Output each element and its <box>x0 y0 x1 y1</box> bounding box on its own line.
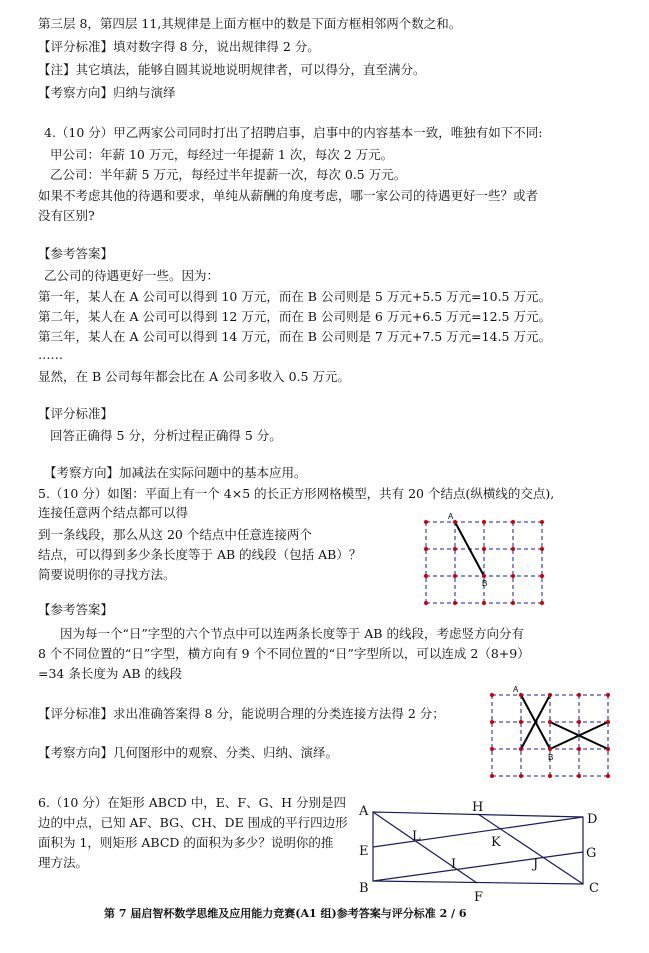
q5-grid-label-b: B <box>482 579 488 588</box>
q4-title: 4.（10 分）甲乙两家公司同时打出了招聘启事，启事中的内容基本一致，唯独有如下不同: <box>44 125 543 140</box>
q6-label-e: E <box>359 844 369 859</box>
q5-answer-title: 【参考答案】 <box>38 602 114 617</box>
q6-label-g: G <box>586 846 597 861</box>
q5-standard: 【评分标准】求出准确答案得 8 分，能说明合理的分类连接方法得 2 分； <box>38 706 445 721</box>
q6-label-d: D <box>587 812 598 827</box>
q6-label-l: L <box>412 829 421 844</box>
q5-answer-1: 因为每一个“日”字型的六个节点中可以连两条长度等于 AB 的线段，考虑竖方向分有 <box>60 626 524 641</box>
q4-company-b: 乙公司：半年薪 5 万元，每经过半年提薪一次，每次 0.5 万元。 <box>50 167 407 182</box>
q4-ellipsis: …… <box>38 347 63 362</box>
q4-standard: 回答正确得 5 分，分析过程正确得 5 分。 <box>50 428 282 443</box>
q5-grid-label-a: A <box>448 512 454 521</box>
q5-direction: 【考察方向】几何图形中的观察、分类、归纳、演绎。 <box>38 745 339 760</box>
q6-line-2: 边的中点，已知 AF、BG、CH、DE 围成的平行四边形 <box>38 815 348 830</box>
q5-grid-figure <box>418 510 550 610</box>
q6-label-h: H <box>472 800 484 815</box>
q6-label-k: K <box>491 835 501 850</box>
page-footer: 第 7 届启智杯数学思维及应用能力竞赛(A1 组)参考答案与评分标准 2 / 6 <box>104 907 467 920</box>
q5-grid-figure-2 <box>484 683 616 783</box>
intro-line-1: 第三层 8，第四层 11,其规律是上面方框中的数是下面方框相邻两个数之和。 <box>38 16 462 31</box>
q6-line-3: 面积为 1，则矩形 ABCD 的面积为多少？说明你的推 <box>38 835 334 850</box>
q4-direction: 【考察方向】加减法在实际问题中的基本应用。 <box>44 465 307 480</box>
q4-year-3: 第三年，某人在 A 公司可以得到 14 万元，而在 B 公司则是 7 万元+7.5 万元=14.5 万元。 <box>38 329 551 344</box>
q6-label-b: B <box>359 881 369 896</box>
q5-grid2-label-a: A <box>513 685 519 694</box>
q6-line-1: 6.（10 分）在矩形 ABCD 中，E、F、G、H 分别是四 <box>38 795 346 810</box>
q6-label-f: F <box>474 890 484 904</box>
q4-company-a: 甲公司：年薪 10 万元，每经过一年提薪 1 次，每次 2 万元。 <box>50 147 394 162</box>
q5-answer-3: =34 条长度为 AB 的线段 <box>38 666 183 681</box>
intro-line-4: 【考察方向】归纳与演绎 <box>38 85 176 100</box>
q4-question-2: 没有区别? <box>38 208 95 223</box>
intro-line-3: 【注】其它填法，能够自圆其说地说明规律者，可以得分，直至满分。 <box>38 62 426 77</box>
q6-label-a: A <box>359 804 369 819</box>
intro-line-2: 【评分标准】填对数字得 8 分，说出规律得 2 分。 <box>38 39 320 54</box>
q6-rectangle-figure <box>350 796 610 904</box>
q4-year-1: 第一年，某人在 A 公司可以得到 10 万元，而在 B 公司则是 5 万元+5.5 万元=10.5 万元。 <box>38 289 551 304</box>
q5-title: 5.（10 分）如图：平面上有一个 4×5 的长正方形网格模型，共有 20 个结点(纵横线的交点), <box>38 486 555 501</box>
q4-year-2: 第二年，某人在 A 公司可以得到 12 万元，而在 B 公司则是 6 万元+6.5 万元=12.5 万元。 <box>38 309 551 324</box>
q6-label-j: J <box>533 857 539 872</box>
q5-line-4: 结点，可以得到多少条长度等于 AB 的线段（包括 AB）？ <box>38 547 362 562</box>
q5-line-3: 到一条线段，那么从这 20 个结点中任意连接两个 <box>38 527 312 542</box>
q4-question-1: 如果不考虑其他的待遇和要求，单纯从薪酬的角度考虑，哪一家公司的待遇更好一些？或者 <box>38 188 539 203</box>
q5-line-5: 简要说明你的寻找方法。 <box>38 567 176 582</box>
q4-conclusion: 显然，在 B 公司每年都会比在 A 公司多收入 0.5 万元。 <box>38 369 350 384</box>
q6-line-4: 理方法。 <box>38 855 89 870</box>
q5-line-2: 连接任意两个结点都可以得 <box>38 505 189 520</box>
q5-grid2-label-b: B <box>548 753 554 762</box>
q4-standard-title: 【评分标准】 <box>38 406 114 421</box>
q6-label-c: C <box>589 881 599 896</box>
q4-answer-title: 【参考答案】 <box>38 246 114 261</box>
q6-label-i: I <box>451 857 457 872</box>
q5-answer-2: 8 个不同位置的“日”字型，横方向有 9 个不同位置的“日”字型所以，可以连成 2（8+9） <box>38 646 530 661</box>
q4-answer-1: 乙公司的待遇更好一些。因为： <box>44 268 220 283</box>
